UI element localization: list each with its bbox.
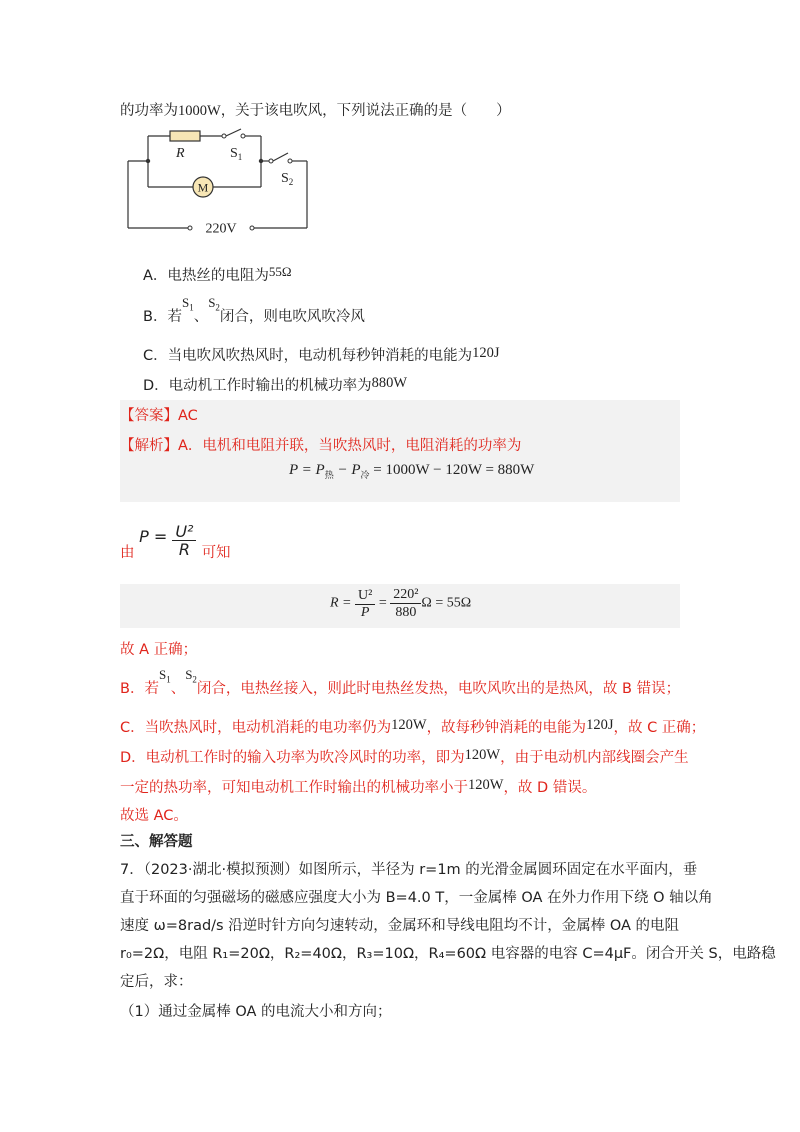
option-value: 120J [472, 345, 500, 361]
option-text: 电动机工作时输出的机械功率为 [168, 378, 372, 394]
analysis-c: C．当吹热风时，电动机消耗的电功率仍为120W，故每秒钟消耗的电能为120J，故 C 正确； [120, 717, 706, 736]
option-c [143, 344, 500, 365]
switch1-terminal [222, 134, 226, 138]
q7-line5: 定后，求： [120, 974, 193, 990]
voltage-label: 220V [205, 221, 237, 237]
switch2-label: $S_2$ [281, 171, 294, 187]
formula-p-ur: P = $\frac{\text{U²}}{R}$ [139, 527, 201, 546]
option-value: 55Ω [268, 264, 292, 279]
a-correct: 故 A 正确； [120, 642, 198, 658]
answer-line [120, 404, 198, 425]
question-stem [120, 99, 511, 120]
b-sep: 、 [170, 681, 186, 697]
stem-rest: ，关于该电吹风，下列说法正确的是（ ） [220, 103, 511, 119]
option-pre: 若 [167, 309, 182, 325]
option-letter: B． [143, 309, 168, 325]
conclusion: 故选 AC。 [120, 808, 188, 824]
resistor-label: R [176, 146, 185, 161]
option-d [143, 374, 407, 395]
by-text: 由 [120, 545, 135, 561]
formula-line [120, 520, 231, 560]
option-letter: A． [143, 268, 168, 284]
analysis-text: A．电机和电阻并联，当吹热风时，电阻消耗的功率为 [178, 438, 522, 454]
analysis-line1 [120, 434, 521, 455]
equation-power: $P = P_热 - P_冷 = 1000W - 120W = 880W$ [289, 462, 535, 481]
q7-line4: r₀=2Ω，电阻 R₁=20Ω，R₂=40Ω，R₃=10Ω，R₄=60Ω 电容器的电容 C=4μF。闭合开关 S，电路稳 [120, 946, 776, 962]
know-text: 可知 [201, 545, 231, 561]
stem-text: 的功率为 [120, 103, 178, 119]
motor-label: M [197, 180, 209, 195]
answer-label: 【答案】 [120, 408, 178, 424]
equation-resistance: R = $\frac{\text{U²}}{P}$ = $\frac{\text{220²}}{880}$ Ω = 55Ω [330, 587, 472, 620]
option-text: 电热丝的电阻为 [167, 268, 269, 284]
stem-power: 1000W [178, 103, 221, 119]
b-s2: $S_2$ [185, 667, 197, 685]
analysis-d1: D．电动机工作时的输入功率为吹冷风时的功率，即为120W，由于电动机内部线圈会产生 [120, 747, 689, 766]
q7-line2: 直于环面的匀强磁场的磁感应强度大小为 B=4.0 T，一金属棒 OA 在外力作用下绕 O 轴以角 [120, 890, 713, 906]
source-terminal [188, 226, 192, 230]
option-a [143, 264, 292, 285]
option-value: 880W [371, 375, 408, 391]
switch1-label: $S_1$ [230, 146, 243, 162]
b-text: 闭合，电热丝接入，则此时电热丝发热，电吹风吹出的是热风，故 B 错误； [196, 681, 681, 697]
answer-value: AC [178, 408, 198, 424]
s2-symbol: $S_2$ [208, 295, 220, 313]
option-text: 当电吹风吹热风时，电动机每秒钟消耗的电能为 [167, 348, 473, 364]
option-sep: 、 [193, 309, 209, 325]
switch2-terminal [269, 159, 273, 163]
option-letter: D． [143, 378, 169, 394]
option-text: 闭合，则电吹风吹冷风 [219, 309, 365, 325]
b-s1: $S_1$ [158, 667, 171, 685]
resistor [170, 131, 200, 141]
s1-symbol: $S_1$ [181, 295, 194, 313]
q7-sub1: （1）通过金属棒 OA 的电流大小和方向； [120, 1004, 392, 1020]
analysis-d2: 一定的热功率，可知电动机工作时输出的机械功率小于120W，故 D 错误。 [120, 777, 597, 796]
source-terminal [250, 226, 254, 230]
switch1-blade [226, 129, 241, 136]
section-title: 三、解答题 [120, 834, 193, 850]
switch2-terminal [288, 159, 292, 163]
switch2-blade [273, 153, 288, 161]
q7-line3: 速度 ω=8rad/s 沿逆时针方向匀速转动，金属环和导线电阻均不计，金属棒 OA 的电阻 [120, 918, 680, 934]
switch1-terminal [241, 134, 245, 138]
circuit-diagram [118, 124, 318, 242]
b-pre: B．若 [120, 681, 159, 697]
q7-line1: 7．（2023·湖北·模拟预测）如图所示，半径为 r=1m 的光滑金属圆环固定在水平面内，垂 [120, 862, 698, 878]
option-letter: C． [143, 348, 168, 364]
analysis-label: 【解析】 [120, 438, 178, 454]
analysis-b [120, 665, 680, 699]
option-b [143, 293, 365, 327]
